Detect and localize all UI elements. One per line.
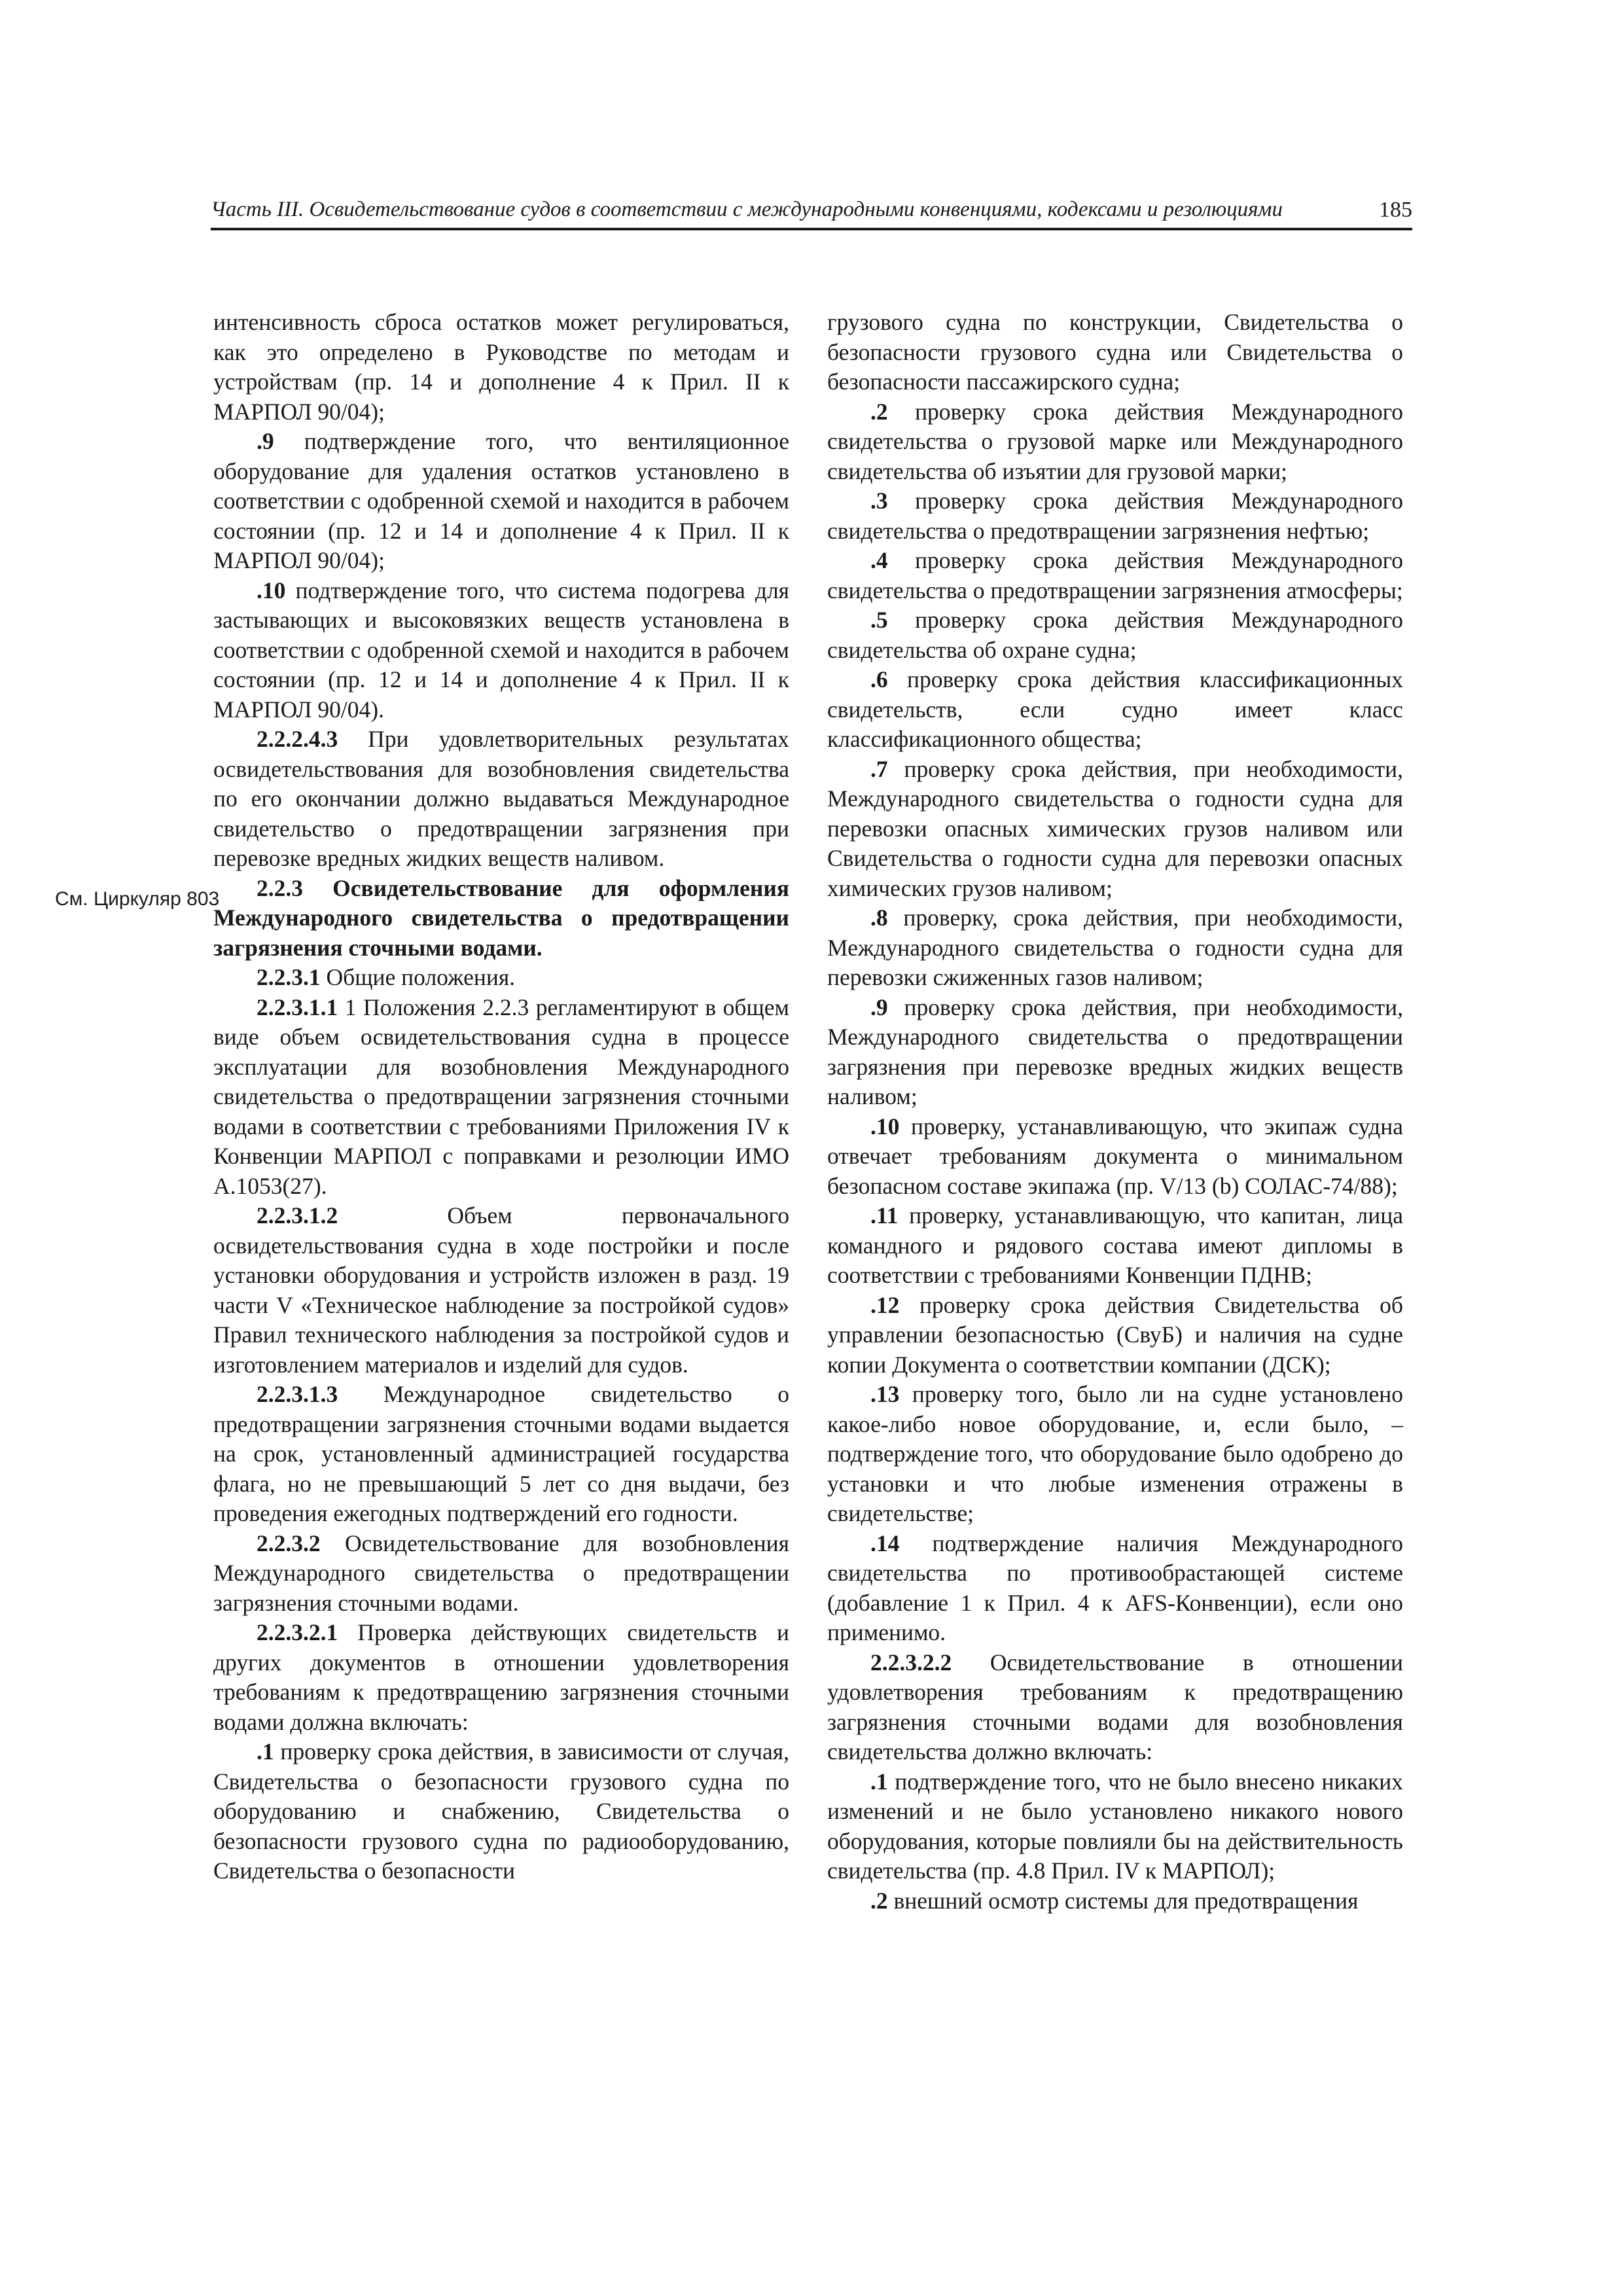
paragraph xyxy=(213,1380,789,1529)
paragraph xyxy=(213,1529,789,1619)
paragraph xyxy=(827,546,1403,605)
item-number: .2 xyxy=(870,1887,888,1914)
paragraph xyxy=(213,1618,789,1737)
item-number: 2.2.2.4.3 xyxy=(257,726,338,752)
paragraph-text: проверку срока действия классификационных свидетельств, если судно имеет класс классификационного общества; xyxy=(827,666,1403,752)
paragraph-text: При удовлетворительных результатах освидетельствования для возобновления свидетельства по его окончании должно выдаваться Международное свидетельство о предотвращении загрязнения при перевозке вредных жидких веществ наливом. xyxy=(213,726,789,871)
item-number: .13 xyxy=(870,1381,900,1407)
paragraph-text: проверку срока действия Международного свидетельства о предотвращении загрязнения нефтью; xyxy=(827,488,1403,544)
paragraph xyxy=(827,397,1403,487)
paragraph xyxy=(827,1201,1403,1291)
paragraph-text: Общие положения. xyxy=(320,964,516,990)
paragraph xyxy=(213,427,789,576)
paragraph xyxy=(827,1112,1403,1202)
paragraph xyxy=(213,1737,789,1886)
item-number: 2.2.3.1.1 xyxy=(257,994,338,1020)
paragraph-text: Освидетельствование в отношении удовлетворения требованиям к предотвращению загрязнения сточными водами для возобновления свидетельства должно включать: xyxy=(827,1649,1403,1765)
paragraph-text: проверку срока действия, при необходимости, Международного свидетельства о предотвращении загрязнения при перевозке вредных жидких веществ наливом; xyxy=(827,994,1403,1109)
paragraph-text: проверку срока действия Свидетельства об управлении безопасностью (СвуБ) и наличия на судне копии Документа о соответствии компании (ДСК); xyxy=(827,1291,1403,1378)
item-number: .10 xyxy=(257,577,286,603)
paragraph xyxy=(213,308,789,427)
paragraph-text: проверку срока действия, в зависимости от случая, Свидетельства о безопасности грузового судна по оборудованию и снабжению, Свидетельства о безопасности грузового судна по радиооборудованию, Свидетельства о безопасности xyxy=(213,1738,789,1884)
item-number: 2.2.3.1 xyxy=(257,964,321,990)
paragraph-text: грузового судна по конструкции, Свидетельства о безопасности грузового судна или Свидетельства о безопасности пассажирского судна; xyxy=(827,309,1403,395)
item-number: .9 xyxy=(257,428,274,454)
item-number: .11 xyxy=(870,1202,899,1229)
item-number: .1 xyxy=(870,1768,888,1795)
paragraph xyxy=(827,993,1403,1112)
paragraph-text: подтверждение того, что не было внесено никаких изменений и не было установлено никакого нового оборудования, которые повлияли бы на действительность свидетельства (пр. 4.8 Прил. IV к МАРПОЛ); xyxy=(827,1768,1403,1884)
paragraph-text: Международное свидетельство о предотвращении загрязнения сточными водами выдается на срок, установленный администрацией государства флага, но не превышающий 5 лет со дня выдачи, без проведения ежегодных подтверждений его годности. xyxy=(213,1381,789,1526)
item-number: 2.2.3.1.2 xyxy=(257,1202,338,1229)
paragraph-text: подтверждение того, что вентиляционное оборудование для удаления остатков установлено в соответствии с одобренной схемой и находится в рабочем состоянии (пр. 12 и 14 и дополнение 4 к Прил. II к МАРПОЛ 90/04); xyxy=(213,428,789,573)
paragraph-text: проверку срока действия Международного свидетельства о грузовой марке или Международного свидетельства об изъятии для грузовой марки; xyxy=(827,398,1403,484)
item-number: .1 xyxy=(257,1738,274,1765)
left-column xyxy=(213,308,789,1886)
paragraph-text: подтверждение того, что система подогрева для застывающих и высоковязких веществ установлена в соответствии с одобренной схемой и находится в рабочем состоянии (пр. 12 и 14 и дополнение 4 к Прил. II к МАРПОЛ 90/04). xyxy=(213,577,789,723)
item-number: .4 xyxy=(870,547,888,573)
item-number: .6 xyxy=(870,666,888,692)
paragraph-text: Проверка действующих свидетельств и других документов в отношении удовлетворения требованиям к предотвращению загрязнения сточными водами должна включать: xyxy=(213,1619,789,1735)
right-column xyxy=(827,308,1403,1916)
paragraph-text: проверку, устанавливающую, что экипаж судна отвечает требованиям документа о минимальном безопасном составе экипажа (пр. V/13 (b) СОЛАС-74/88); xyxy=(827,1113,1403,1199)
paragraph-text: 1 Положения 2.2.3 регламентируют в общем виде объем освидетельствования судна в процессе эксплуатации для возобновления Международного свидетельства о предотвращении загрязнения сточными водами в соответствии с требованиями Приложения IV к Конвенции МАРПОЛ с поправками и резолюции ИМО А.1053(27). xyxy=(213,994,789,1199)
paragraph xyxy=(213,993,789,1202)
item-number: 2.2.3.2 xyxy=(257,1530,321,1556)
item-number: .8 xyxy=(870,905,888,931)
paragraph-text: проверку срока действия Международного свидетельства об охране судна; xyxy=(827,607,1403,663)
paragraph xyxy=(213,1201,789,1380)
item-number: .14 xyxy=(870,1530,900,1556)
header-rule xyxy=(211,228,1412,230)
paragraph xyxy=(827,1291,1403,1380)
item-number: .3 xyxy=(870,488,888,514)
item-number: .9 xyxy=(870,994,888,1020)
paragraph xyxy=(827,486,1403,546)
paragraph xyxy=(213,576,789,725)
paragraph xyxy=(827,1529,1403,1648)
paragraph xyxy=(827,755,1403,904)
paragraph-text: проверку, срока действия, при необходимости, Международного свидетельства о годности судна для перевозки сжиженных газов наливом; xyxy=(827,905,1403,990)
item-number: 2.2.3.2.2 xyxy=(870,1649,952,1676)
running-header: Часть III. Освидетельствование судов в соответствии с международными конвенциями, кодексами и резолюциями xyxy=(211,198,1283,221)
paragraph xyxy=(827,1380,1403,1529)
item-number: 2.2.3.2.1 xyxy=(257,1619,338,1645)
item-number: .5 xyxy=(870,607,888,633)
paragraph xyxy=(213,725,789,874)
paragraph-text: проверку того, было ли на судне установлено какое-либо новое оборудование, и, если было, – подтверждение того, что оборудование было одобрено до установки и что любые изменения отражены в свидетельстве; xyxy=(827,1381,1403,1526)
paragraph xyxy=(827,665,1403,755)
section-heading: 2.2.3 Освидетельствование для оформления Международного свидетельства о предотвращении загрязнения сточными водами. xyxy=(213,874,789,961)
item-number: .12 xyxy=(870,1291,900,1318)
paragraph-text: внешний осмотр системы для предотвращения xyxy=(887,1887,1359,1914)
margin-note: См. Циркуляр 803 xyxy=(55,888,220,910)
item-number: .7 xyxy=(870,755,888,782)
item-number: 2.2.3.1.3 xyxy=(257,1381,338,1407)
paragraph xyxy=(213,963,789,993)
item-number: .2 xyxy=(870,398,888,425)
paragraph-text: проверку срока действия Международного свидетельства о предотвращении загрязнения атмосферы; xyxy=(827,547,1403,603)
paragraph-text: Объем первоначального освидетельствования судна в ходе постройки и после установки оборудования и устройств изложен в разд. 19 части V «Техническое наблюдение за постройкой судов» Правил технического наблюдения за постройкой судов и изготовлением материалов и изделий для судов. xyxy=(213,1202,789,1378)
paragraph xyxy=(827,605,1403,665)
paragraph-text: проверку срока действия, при необходимости, Международного свидетельства о годности судна для перевозки опасных химических грузов наливом или Свидетельства о годности судна для перевозки опасных химических грузов наливом; xyxy=(827,755,1403,901)
paragraph xyxy=(827,1767,1403,1886)
paragraph xyxy=(827,903,1403,993)
paragraph xyxy=(827,308,1403,397)
paragraph-text: интенсивность сброса остатков может регулироваться, как это определено в Руководстве по методам и устройствам (пр. 14 и дополнение 4 к Прил. II к МАРПОЛ 90/04); xyxy=(213,309,789,425)
paragraph xyxy=(827,1886,1403,1916)
paragraph xyxy=(827,1648,1403,1767)
paragraph-text: проверку, устанавливающую, что капитан, лица командного и рядового состава имеют дипломы в соответствии с требованиями Конвенции ПДНВ; xyxy=(827,1202,1403,1288)
page-number: 185 xyxy=(1379,198,1412,222)
paragraph-text: подтверждение наличия Международного свидетельства по противообрастающей системе (добавление 1 к Прил. 4 к AFS-Конвенции), если оно применимо. xyxy=(827,1530,1403,1645)
paragraph-text: Освидетельствование для возобновления Международного свидетельства о предотвращении загрязнения сточными водами. xyxy=(213,1530,789,1616)
item-number: .10 xyxy=(870,1113,900,1139)
